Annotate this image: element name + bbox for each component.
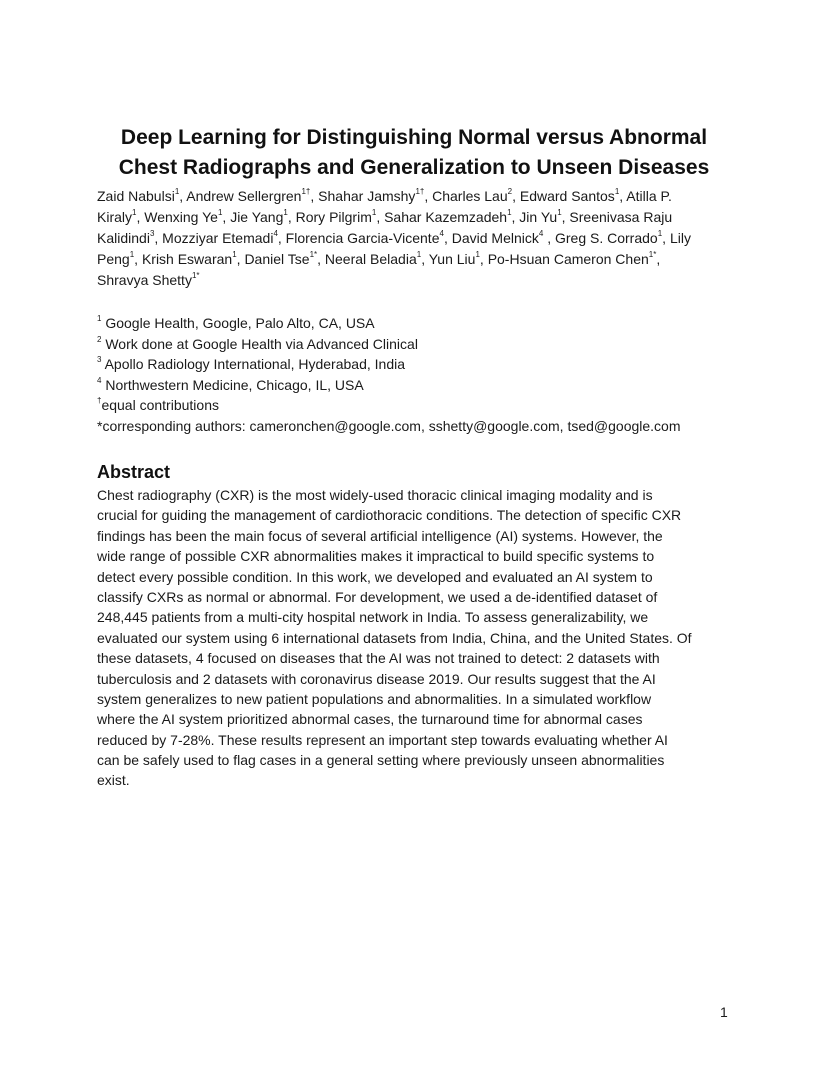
affiliation-mark: 3 [97, 355, 102, 365]
author-name: Daniel Tse [244, 251, 310, 267]
abstract-line: these datasets, 4 focused on diseases that the AI was not trained to detect: 2 datasets with [97, 650, 660, 667]
author-affiliation-mark: 1 [475, 250, 480, 260]
author-affiliation-mark: 1 [283, 208, 288, 218]
abstract-line: tuberculosis and 2 datasets with coronavirus disease 2019. Our results suggest that the AI [97, 670, 656, 687]
page-number: 1 [720, 1004, 728, 1020]
paper-title-line-2: Chest Radiographs and Generalization to Unseen Diseases [118, 156, 710, 179]
author-affiliation-mark: 1 [657, 229, 663, 239]
author-name-part: Kalidindi [97, 230, 150, 246]
abstract-line: crucial for guiding the management of cardiothoracic conditions. The detection of specific CXR [97, 507, 682, 524]
author-name: Wenxing Ye [144, 209, 218, 225]
abstract-line: classify CXRs as normal or abnormal. For development, we used a de-identified dataset of [97, 588, 658, 605]
author-name: Rory Pilgrim [295, 209, 372, 225]
author-affiliation-mark: 1* [648, 250, 657, 260]
affiliation-text: Google Health, Google, Palo Alto, CA, USA [105, 315, 375, 331]
affiliation-mark: 2 [97, 334, 102, 344]
abstract-line: findings has been the main focus of several artificial intelligence (AI) systems. However, the [97, 527, 663, 544]
author-affiliation-mark: 1 [371, 208, 377, 218]
affiliation-mark: † [97, 396, 102, 406]
author-line-3: Kalidindi$^3$, Mozziyar Etemadi$^4$, Florencia Garcia-Vicente$^4$, David Melnick$^4$ , Greg S. Corrado$^1$, Lily [97, 229, 691, 246]
abstract-line: detect every possible condition. In this work, we developed and evaluated an AI system to [97, 568, 653, 585]
author-affiliation-mark: 1* [191, 271, 200, 281]
author-name: Zaid Nabulsi [97, 188, 175, 204]
paper-title [60, 123, 768, 183]
affiliation-item [97, 395, 737, 416]
abstract-line: reduced by 7-28%. These results represent an important step towards evaluating whether AI [97, 731, 668, 748]
author-name: Jie Yang [230, 209, 284, 225]
author-name: Neeral Beladia [324, 251, 417, 267]
abstract-line: can be safely used to flag cases in a general setting where previously unseen abnormalities [97, 752, 665, 769]
author-name: Florencia Garcia-Vicente [285, 230, 440, 246]
abstract-line: exist. [97, 772, 130, 789]
author-affiliation-mark: 1 [174, 187, 180, 197]
author-line-4: Peng$^1$, Krish Eswaran$^1$, Daniel Tse$^{1*}$, Neeral Beladia$^1$, Yun Liu$^1$, Po-Hsuan Cameron Chen$^{1*}$, [97, 250, 661, 267]
abstract-line: 248,445 patients from a multi-city hospital network in India. To assess generalizability, we [97, 609, 649, 626]
author-name: Sahar Kazemzadeh [384, 209, 508, 225]
affiliation-text: equal contributions [101, 397, 219, 413]
affiliation-text: Northwestern Medicine, Chicago, IL, USA [105, 376, 364, 393]
abstract-line: where the AI system prioritized abnormal cases, the turnaround time for abnormal cases [97, 711, 643, 728]
author-affiliation-mark: 4 [439, 229, 444, 239]
author-name-part: Atilla P. [626, 188, 672, 204]
paper-title-line-1: Deep Learning for Distinguishing Normal versus Abnormal [120, 126, 708, 149]
author-affiliation-mark: 1† [301, 187, 311, 197]
author-affiliation-mark: 1 [416, 250, 422, 260]
author-name-part: Peng [97, 251, 130, 267]
affiliation-item [97, 313, 737, 334]
affiliation-item [97, 334, 737, 355]
author-affiliation-mark: 1 [507, 208, 512, 218]
author-affiliation-mark: 1 [557, 208, 562, 218]
author-line-2: Kiraly$^1$, Wenxing Ye$^1$, Jie Yang$^1$, Rory Pilgrim$^1$, Sahar Kazemzadeh$^1$, Jin Yu$^1$, Sreenivasa Raju [97, 208, 673, 225]
author-list [97, 186, 737, 291]
author-name: Yun Liu [428, 251, 476, 267]
corresponding-authors: *corresponding authors: cameronchen@google.com, sshetty@google.com, tsed@google.com [97, 417, 681, 434]
author-affiliation-mark: 1* [309, 250, 318, 260]
author-name: Shravya Shetty [97, 272, 192, 288]
author-name: Greg S. Corrado [554, 230, 658, 246]
affiliation-mark: 4 [97, 375, 102, 385]
affiliation-list [97, 313, 737, 436]
abstract-line: Chest radiography (CXR) is the most widely-used thoracic clinical imaging modality and is [97, 487, 653, 503]
author-name: David Melnick [451, 230, 539, 246]
author-affiliation-mark: 1 [129, 250, 135, 260]
author-name: Krish Eswaran [141, 251, 233, 267]
author-affiliation-mark: 2 [507, 187, 513, 197]
author-affiliation-mark: 1 [614, 187, 620, 197]
author-name: Shahar Jamshy [318, 188, 416, 204]
author-name: Edward Santos [519, 188, 615, 204]
affiliation-item [97, 375, 737, 396]
author-name: Po-Hsuan Cameron Chen [487, 251, 649, 267]
abstract-heading: Abstract [97, 462, 171, 482]
affiliation-item [97, 354, 737, 375]
author-name: Jin Yu [519, 209, 558, 225]
abstract-line: wide range of possible CXR abnormalities makes it impractical to build specific systems to [97, 548, 655, 565]
author-affiliation-mark: 1† [415, 187, 425, 197]
author-affiliation-mark: 3 [149, 229, 155, 239]
author-name: Mozziyar Etemadi [162, 230, 274, 246]
author-name-part: Kiraly [97, 209, 133, 225]
author-affiliation-mark: 4 [538, 229, 544, 239]
author-line-5 [97, 270, 737, 291]
affiliation-mark: 1 [97, 314, 102, 324]
abstract-line: system generalizes to new patient populations and abnormalities. In a simulated workflow [97, 690, 652, 707]
author-affiliation-mark: 4 [273, 229, 278, 239]
abstract-line: evaluated our system using 6 international datasets from India, China, and the United States. Of [97, 629, 692, 646]
author-affiliation-mark: 1 [232, 250, 237, 260]
author-affiliation-mark: 1 [217, 208, 223, 218]
affiliation-text: Work done at Google Health via Advanced Clinical [105, 335, 418, 352]
affiliation-text: Apollo Radiology International, Hyderabad, India [104, 356, 405, 372]
author-name: Charles Lau [432, 188, 508, 204]
author-affiliation-mark: 1 [132, 208, 137, 218]
author-line-1: Zaid Nabulsi$^1$, Andrew Sellergren$^{1\dagger}$, Shahar Jamshy$^{1\dagger}$, Charles Lau$^2$, Edward Santos$^1$, Atilla P. [97, 187, 672, 204]
author-name-part: Sreenivasa Raju [569, 209, 673, 225]
author-name-part: Lily [669, 230, 691, 246]
author-name: Andrew Sellergren [186, 188, 302, 204]
abstract-body [97, 485, 737, 791]
